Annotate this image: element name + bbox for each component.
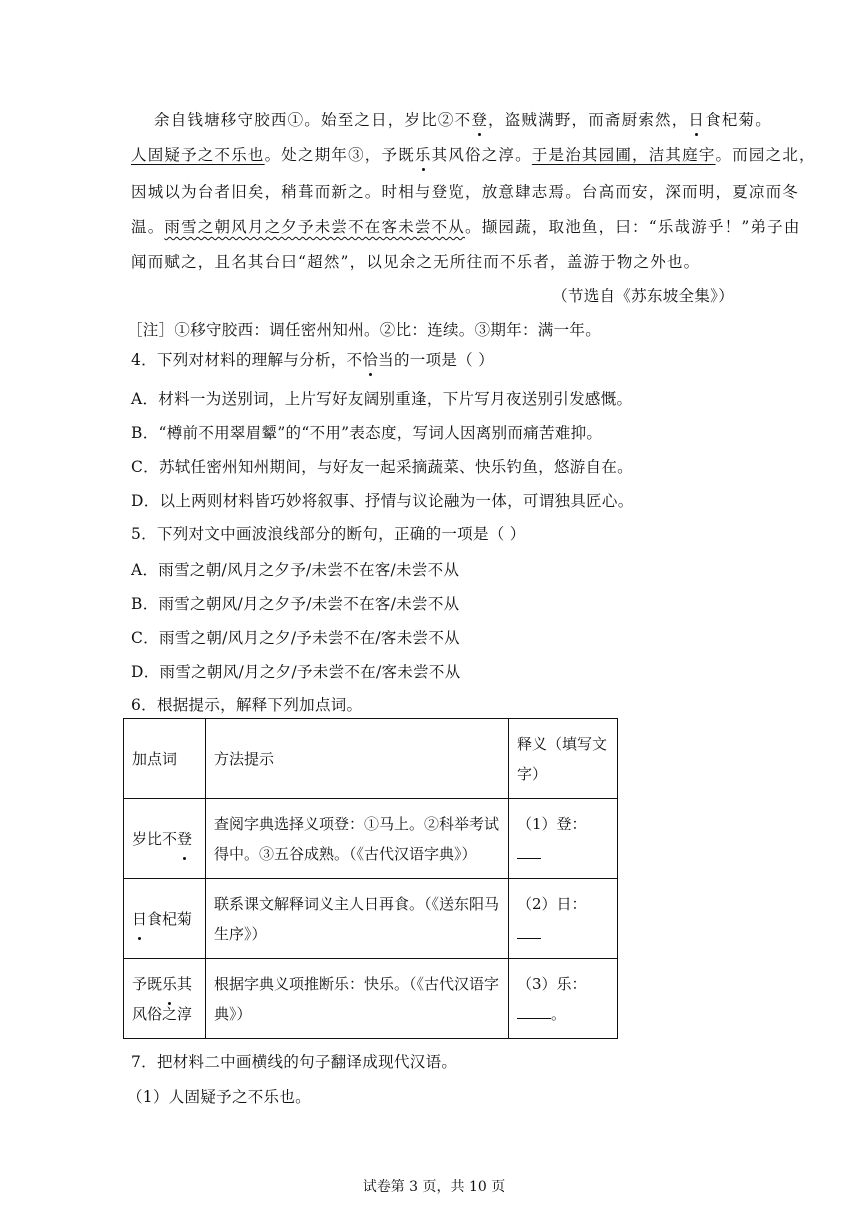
question-6-stem: 6．根据提示，解释下列加点词。 [131,696,363,714]
q4-option-a: A．材料一为送别词，上片写好友阔别重逢，下片写月夜送别引发感慨。 [131,390,633,408]
answer-blank[interactable] [517,924,541,939]
answer-cell: （1）登： [509,799,618,879]
word-cell: 予既乐其风俗之淳 [124,959,206,1039]
question-4-stem: 4．下列对材料的理解与分析，不恰当的一项是（ ） [131,348,494,370]
answer-cell: （3）乐：。 [509,959,618,1039]
answer-cell: （2）日： [509,879,618,959]
table-header-row [124,719,618,799]
definition-table [123,718,618,1039]
dotted-word-le: 乐 [415,143,432,165]
passage-source: （节选自《苏东坡全集》） [552,287,734,305]
question-7-stem: 7．把材料二中画横线的句子翻译成现代汉语。 [131,1053,458,1071]
q5-option-a: A．雨雪之朝/风月之夕予/未尝不在客/未尝不从 [131,561,460,579]
table-row [124,799,618,879]
q4-option-c: C．苏轼任密州知州期间，与好友一起采摘蔬菜、快乐钓鱼，悠游自在。 [131,458,633,476]
header-hint: 方法提示 [206,719,509,799]
annotation-note: ［注］①移守胶西：调任密州知州。②比：连续。③期年：满一年。 [127,321,602,339]
q4-option-d: D．以上两则材料皆巧妙将叙事、抒情与议论融为一体，可谓独具匠心。 [131,492,634,510]
hint-cell: 查阅字典选择义项登：①马上。②科举考试得中。③五谷成熟。（《古代汉语字典》） [206,799,509,879]
question-5-stem: 5．下列对文中画波浪线部分的断句，正确的一项是（ ） [131,525,526,543]
word-cell: 日食杞菊 [124,879,206,959]
answer-blank[interactable] [517,844,541,859]
table-row [124,879,618,959]
q5-option-c: C．雨雪之朝/风月之夕/予未尝不在/客未尝不从 [131,629,460,647]
q4-option-b: B．“樽前不用翠眉颦”的“不用”表态度，写词人因离别而痛苦难抑。 [131,424,603,442]
underlined-sentence-2: 于是治其园圃，洁其庭宇 [531,146,716,164]
word-cell: 岁比不登 [124,799,206,879]
underlined-sentence-1: 人固疑予之不乐也 [131,146,265,164]
dotted-word-ri: 日 [688,108,705,130]
dotted-word-deng: 登 [471,108,488,130]
page-footer: 试卷第 3 页，共 10 页 [362,1179,506,1195]
passage-line-4: 温。雨雪之朝风月之夕予未尝不在客未尝不从。撷园蔬，取池鱼，曰：“乐哉游乎！”弟子由 [131,218,801,236]
header-answer: 释义（填写文字） [509,719,618,799]
passage-line-5: 闻而赋之，且名其台曰“超然”，以见余之无所往而不乐者，盖游于物之外也。 [131,253,701,271]
answer-blank[interactable] [517,1004,551,1019]
dotted-phrase-buqiadang: 不恰当 [347,351,394,369]
header-word: 加点词 [124,719,206,799]
q7-subquestion-1: （1）人固疑予之不乐也。 [127,1088,311,1106]
table-row [124,959,618,1039]
wavy-underlined-sentence: 雨雪之朝风月之夕予未尝不在客未尝不从 [164,218,466,236]
hint-cell: 根据字典义项推断乐：快乐。（《古代汉语字典》） [206,959,509,1039]
hint-cell: 联系课文解释词义主人日再食。（《送东阳马生序》） [206,879,509,959]
passage-line-1: 余自钱塘移守胶西①。始至之日，岁比②不登，盗贼满野，而斋厨索然，日食杞菊。 [154,108,772,130]
q5-option-b: B．雨雪之朝风/月之夕予/未尝不在客/未尝不从 [131,595,460,613]
q5-option-d: D．雨雪之朝风/月之夕/予未尝不在/客未尝不从 [131,663,461,681]
passage-line-3: 因城以为台者旧矣，稍葺而新之。时相与登览，放意肆志焉。台高而安，深而明，夏凉而冬 [131,183,800,201]
passage-line-2: 人固疑予之不乐也。处之期年③，予既乐其风俗之淳。于是治其园圃，洁其庭宇。而园之北， [131,143,816,165]
